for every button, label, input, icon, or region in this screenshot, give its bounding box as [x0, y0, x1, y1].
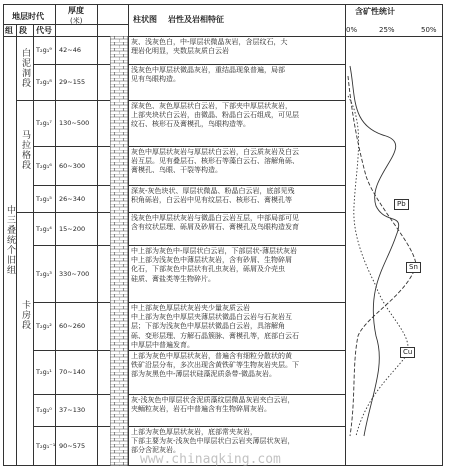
layer-description — [131, 38, 343, 63]
layer-code: T₂g₁¹ — [36, 368, 52, 376]
pct-tick-50: 50% — [421, 26, 437, 34]
description-line: 深灰-灰色块状、厚层状微晶、粉晶白云岩，底部见残 — [131, 187, 295, 195]
code-subheader: 代号 — [36, 26, 52, 35]
description-line: 层；下部为浅灰色中厚层状微晶白云岩，具溶解角 — [131, 322, 285, 331]
description-line: 化石，下部灰色中层状有孔虫灰岩，砾屑及介壳虫 — [131, 265, 285, 274]
description-line: 中上部为灰色中-厚层状白云岩，下部层状-薄层状灰岩 — [131, 247, 298, 255]
layer-code: T₂g₁⁴ — [36, 224, 52, 233]
description-line: 上部为灰色中厚层状灰岩，普遍含有细粒分散状的黄 — [131, 352, 292, 360]
row-divider — [33, 185, 345, 186]
pct-tick-0: 0% — [346, 26, 358, 34]
row-divider — [33, 302, 345, 303]
section-name-bainidong: 白泥洞段 — [20, 48, 30, 88]
row-divider — [33, 394, 345, 395]
description-line: 上部夹块状白云岩，由微晶、粉晶白云石组成，可见层 — [131, 111, 299, 120]
col-line-thickness — [97, 4, 98, 466]
description-line: 理岩化明显，夹数层灰质白云岩 — [131, 47, 229, 56]
mineral-label-pb: Pb — [394, 199, 409, 210]
row-divider — [33, 350, 345, 351]
layer-description — [131, 66, 343, 99]
layer-description — [131, 304, 343, 349]
layer-thickness: 29~155 — [59, 78, 86, 86]
description-line: 浅灰色中厚层状灰岩与微晶白云岩互层，中部局部可见 — [131, 214, 299, 222]
layer-code: T₂g₁⁰ — [36, 406, 52, 414]
description-line: 上部为灰色厚层状灰岩，底部常夹灰岩， — [131, 428, 257, 436]
row-divider — [33, 100, 345, 101]
layer-description — [131, 352, 343, 393]
section-name-malage: 马拉格段 — [20, 130, 30, 170]
description-line: 深灰色、灰色厚层状白云岩，下部夹中厚层状灰岩， — [131, 102, 292, 110]
layer-code: T₂g₁⁶ — [36, 161, 52, 170]
description-line: 灰、浅灰色白，中-厚层状微晶灰岩，含层纹石，大 — [131, 38, 288, 46]
lithology-column — [110, 36, 128, 466]
pct-tick-25: 25% — [379, 26, 395, 34]
layer-description — [131, 214, 343, 244]
row-divider — [33, 426, 345, 427]
mineral-header: 含矿性统计 — [355, 7, 395, 16]
layer-thickness: 15~200 — [59, 224, 86, 233]
layer-code: T₂g₁⁸ — [36, 78, 52, 86]
description-line: 纹石、核形石及膏模孔，鸟眼构造等。 — [131, 120, 250, 129]
watermark: www.chinaqking.com — [140, 452, 281, 467]
description-line: 灰-浅灰色中厚层状含泥质藻纹层微晶灰岩夹白云岩， — [131, 396, 295, 404]
section-divider-1 — [16, 100, 33, 101]
description-line: 中厚层中普遍发育。 — [131, 340, 194, 349]
thickness-header: 厚度 — [68, 6, 84, 15]
group-subheader: 组 — [5, 26, 13, 35]
header-divider-1 — [3, 24, 128, 25]
layer-thickness: 70~140 — [59, 368, 86, 376]
description-line: 中上部为浅灰色中薄层状灰岩，含有砂屑、生物碎屑 — [131, 256, 292, 265]
description-line: 膏模孔、鸟眼、干裂等构造。 — [131, 166, 222, 175]
description-line: 中上部灰色厚层状灰岩夹少量灰质云岩 — [131, 304, 250, 312]
row-divider — [33, 245, 345, 246]
description-line: 硅质、膏盐类等生物碎片。 — [131, 274, 215, 283]
description-line: 含有纹状层理、砾屑及砂屑石、膏模孔及鸟眼构造发育 — [131, 223, 299, 232]
thickness-unit: (米) — [70, 17, 83, 25]
description-line: 下部主要为灰-浅灰色中厚层状白云岩夹薄层状灰岩， — [131, 437, 295, 446]
description-line: 见有鸟眼构造。 — [131, 75, 180, 84]
layer-thickness: 42~46 — [59, 46, 81, 54]
layer-description — [131, 148, 343, 184]
description-line: 铁矿沿层分布，多次出现含黄铁矿等生物灰岩夹层。下 — [131, 361, 299, 370]
description-line: 岩互层。见有叠层石、核形石等藻白云石、溶解角砾、 — [131, 157, 299, 166]
layer-code: T₂g₁⁵ — [36, 194, 52, 203]
description-line: 灰色中厚层状灰岩与厚层状白云岩，白云质灰岩及白云 — [131, 148, 299, 156]
description-line: 夹鲕粒灰岩，岩石中普遍含有生物碎屑灰岩。 — [131, 405, 271, 414]
layer-code: T₂g₁⁹ — [36, 46, 52, 54]
description-line: 部为灰黑色中-薄层状硅藻泥质条带-微晶灰岩。 — [131, 370, 277, 379]
col-line-group — [16, 24, 17, 466]
layer-thickness: 60~260 — [59, 322, 86, 330]
mineral-curve-cu — [348, 96, 408, 436]
description-line: 中上部为灰色中厚层夹薄层状微晶白云岩与石灰岩互 — [131, 313, 292, 322]
formation-name: 中三叠统个旧组 — [5, 205, 15, 275]
layer-thickness: 60~300 — [59, 161, 86, 170]
col-line-column — [128, 4, 129, 466]
row-divider — [33, 146, 345, 147]
mineral-curve-pb — [350, 66, 399, 436]
lithology-header: 岩性及岩相特征 — [168, 15, 224, 24]
row-divider — [33, 64, 345, 65]
layer-thickness: 37~130 — [59, 406, 86, 414]
layer-code: T₂g₁² — [36, 322, 52, 330]
section-name-kafang: 卡房段 — [20, 300, 30, 330]
layer-code: T₂g₁⁷ — [36, 119, 52, 127]
layer-thickness: 90~575 — [59, 442, 86, 450]
layer-code: T₂g₁⁻¹ — [36, 442, 56, 450]
col-line-code — [55, 4, 56, 466]
description-line: 砾、变形层理、方解石晶簇脉、膏模孔等，底部白云石 — [131, 331, 299, 340]
row-divider — [33, 212, 345, 213]
stratum-header: 地层时代 — [12, 12, 44, 21]
layer-description — [131, 187, 343, 211]
description-line: 浅灰色中厚层状微晶灰岩，重结晶现象普遍，局部 — [131, 66, 285, 74]
description-line: 积角砾岩，白云岩中见有纹层石、核形石、膏模孔等 — [131, 196, 292, 205]
mineral-label-cu: Cu — [400, 347, 415, 358]
layer-description — [131, 396, 343, 425]
layer-thickness: 330~700 — [59, 269, 90, 278]
mineral-curve-panel — [346, 36, 443, 466]
layer-thickness: 26~340 — [59, 194, 86, 203]
section-divider-2 — [16, 212, 33, 213]
layer-description — [131, 247, 343, 301]
column-header: 柱状图 — [133, 15, 157, 24]
layer-code: T₂g₁³ — [36, 269, 52, 278]
layer-description — [131, 102, 343, 145]
layer-thickness: 130~500 — [59, 119, 90, 127]
description-line: 部分含泥灰岩。 — [131, 446, 180, 455]
section-subheader: 段 — [19, 26, 27, 35]
mineral-label-sn: Sn — [406, 262, 421, 273]
